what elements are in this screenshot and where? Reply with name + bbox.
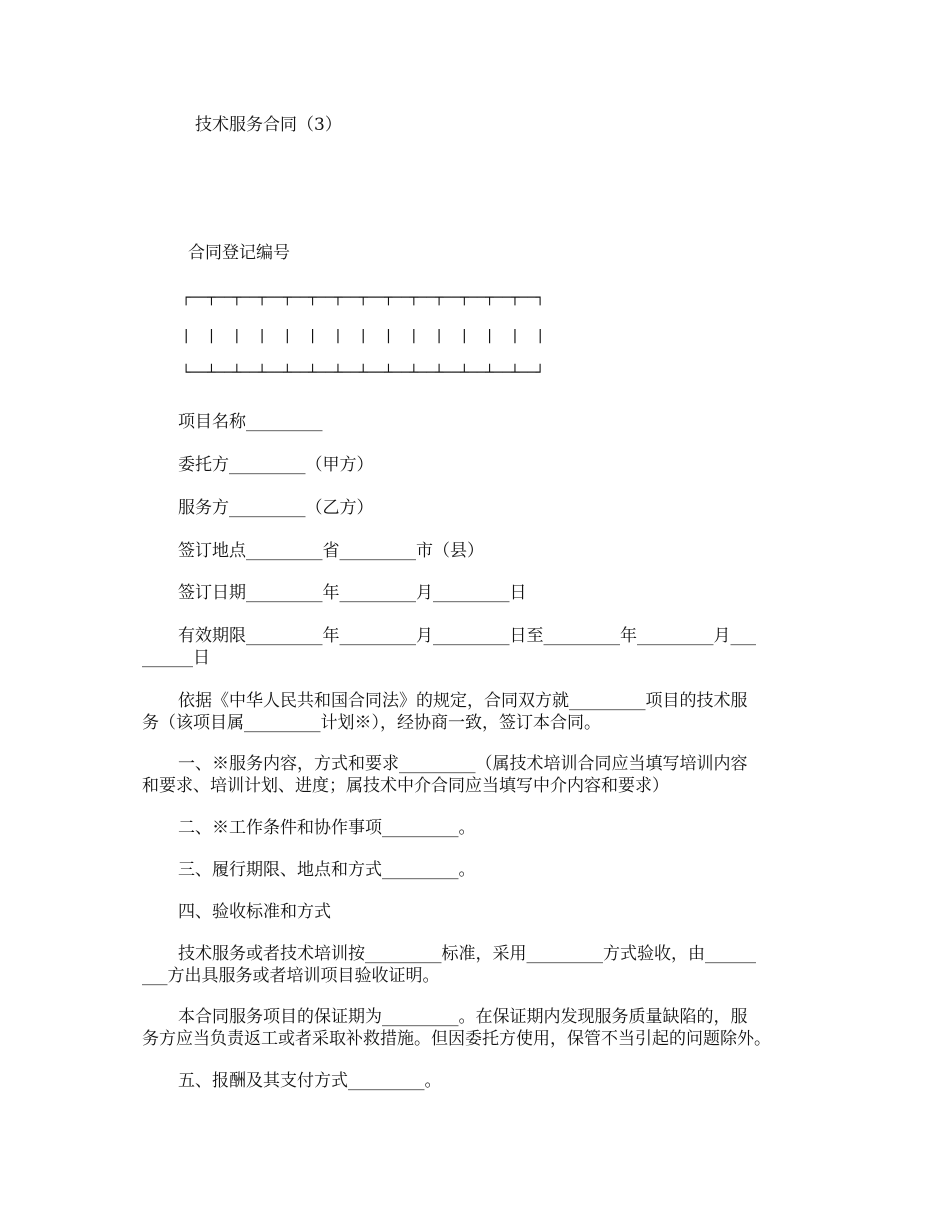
field-signing-place: 签订地点_________省_________市（县） <box>178 541 484 561</box>
paragraph-basis-line2: 务（该项目属_________计划※），经协商一致，签订本合同。 <box>142 713 601 733</box>
registration-number-label: 合同登记编号 <box>188 243 290 263</box>
section-5: 五、报酬及其支付方式_________。 <box>178 1071 442 1091</box>
field-signing-date: 签订日期_________年_________月_________日 <box>178 583 527 603</box>
warranty-line1: 本合同服务项目的保证期为_________。在保证期内发现服务质量缺陷的，服 <box>178 1007 748 1027</box>
section-2: 二、※工作条件和协作事项_________。 <box>178 818 476 838</box>
field-validity-line1: 有效期限_________年_________月_________日至_________年_________月___ <box>178 626 756 646</box>
section-1-line2: 和要求、培训计划、进度；属技术中介合同应当填写中介内容和要求） <box>142 776 669 796</box>
section-4: 四、验收标准和方式 <box>178 902 331 922</box>
paragraph-basis-line1: 依据《中华人民共和国合同法》的规定，合同双方就_________项目的技术服 <box>178 691 748 711</box>
acceptance-line1: 技术服务或者技术培训按_________标准，采用_________方式验收，由______ <box>178 944 756 964</box>
field-project-name: 项目名称_________ <box>178 412 323 432</box>
field-client: 委托方_________（甲方） <box>178 455 374 475</box>
field-validity-line2: ______日 <box>142 648 210 668</box>
registration-grid-cells: | | | | | | | | | | | | | | | <box>182 328 545 344</box>
warranty-line2: 务方应当负责返工或者采取补救措施。但因委托方使用，保管不当引起的问题除外。 <box>142 1029 771 1049</box>
section-1-line1: 一、※服务内容，方式和要求_________（属技术培训合同应当填写培训内容 <box>178 754 748 774</box>
field-provider: 服务方_________（乙方） <box>178 498 374 518</box>
document-title: 技术服务合同（3） <box>195 115 342 135</box>
acceptance-line2: ___方出具服务或者培训项目验收证明。 <box>142 966 440 986</box>
section-3: 三、履行期限、地点和方式_________。 <box>178 860 476 880</box>
registration-grid-bottom: └──┴──┴──┴──┴──┴──┴──┴──┴──┴──┴──┴──┴──┴──┘ <box>182 365 545 381</box>
registration-grid-top: ┌──┬──┬──┬──┬──┬──┬──┬──┬──┬──┬──┬──┬──┬──┐ <box>182 290 545 306</box>
